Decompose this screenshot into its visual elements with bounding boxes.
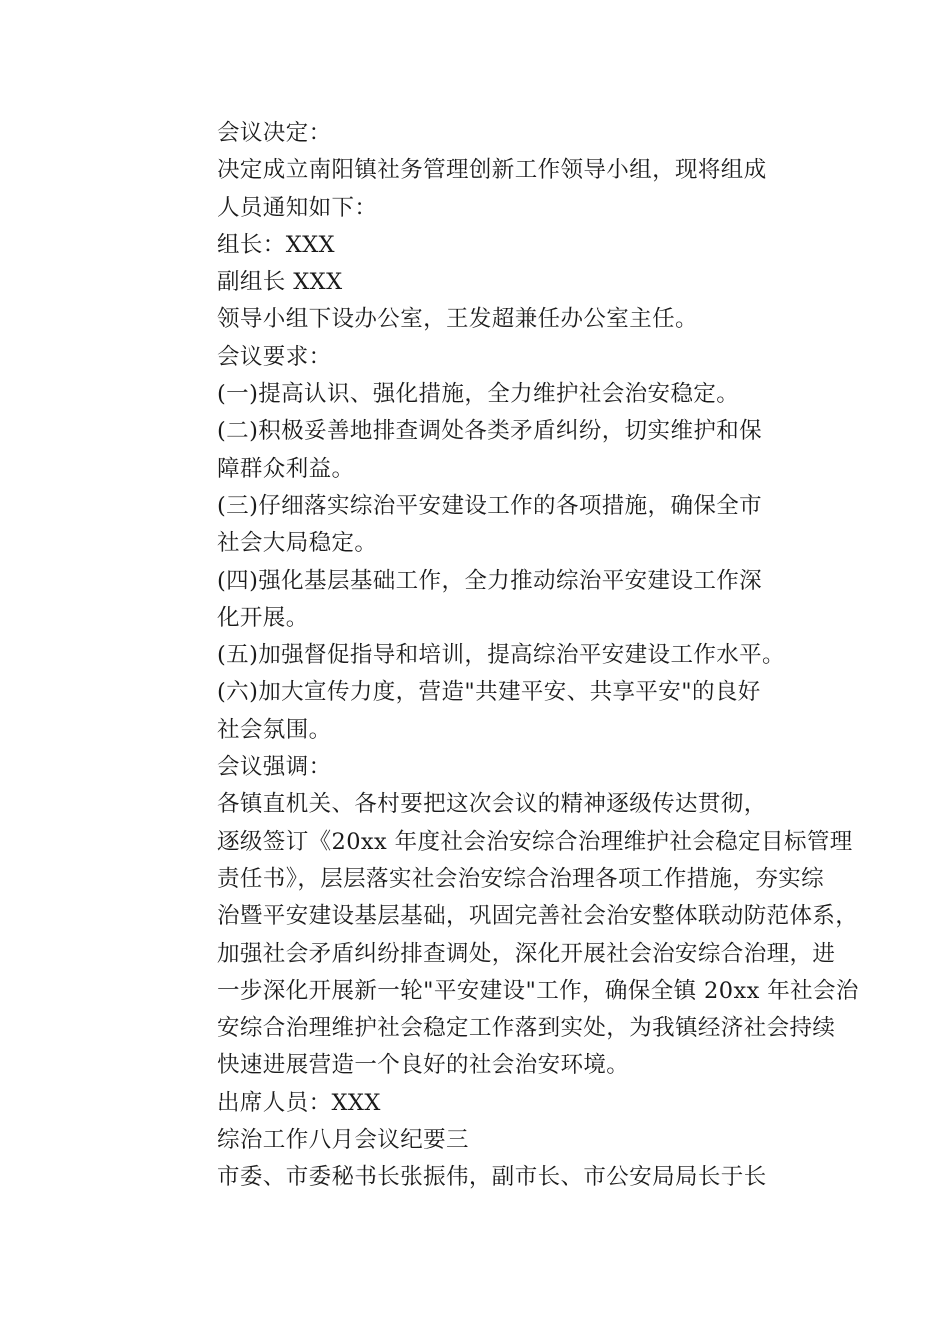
text-line: 化开展。 xyxy=(217,604,309,631)
text-line: 领导小组下设办公室，王发超兼任办公室主任。 xyxy=(217,306,698,333)
text-line: (五)加强督促指导和培训，提高综治平安建设工作水平。 xyxy=(217,642,785,669)
text-line: 快速进展营造一个良好的社会治安环境。 xyxy=(217,1052,630,1079)
text-line: 综治工作八月会议纪要三 xyxy=(217,1127,469,1154)
paragraph xyxy=(145,115,805,152)
text-line: 组长：XXX xyxy=(217,231,335,258)
text-line: 会议要求： xyxy=(217,343,332,370)
text-line: 人员通知如下： xyxy=(217,194,378,221)
text-line: 治暨平安建设基层基础，巩固完善社会治安整体联动防范体系， xyxy=(217,903,859,930)
paragraph xyxy=(145,301,805,338)
text-line: 决定成立南阳镇社务管理创新工作领导小组，现将组成 xyxy=(217,157,767,184)
text-line: 安综合治理维护社会稳定工作落到实处，为我镇经济社会持续 xyxy=(217,1015,836,1042)
text-line: 副组长 XXX xyxy=(217,269,343,296)
text-line: 社会大局稳定。 xyxy=(217,530,378,557)
paragraph xyxy=(145,786,859,1084)
paragraph xyxy=(145,376,805,413)
text-line: 一步深化开展新一轮"平安建设"工作，确保全镇 20xx 年社会治 xyxy=(217,977,859,1004)
paragraph xyxy=(145,637,805,674)
document-body xyxy=(145,115,859,1197)
text-line: 加强社会矛盾纠纷排查调处，深化开展社会治安综合治理，进 xyxy=(217,940,836,967)
paragraph xyxy=(145,749,805,786)
paragraph xyxy=(145,1122,805,1159)
text-line: (四)强化基层基础工作，全力推动综治平安建设工作深 xyxy=(217,567,763,594)
text-line: 逐级签订《20xx 年度社会治安综合治理维护社会稳定目标管理 xyxy=(217,828,853,855)
text-line: (三)仔细落实综治平安建设工作的各项措施，确保全市 xyxy=(217,492,763,519)
text-line: 会议强调： xyxy=(217,754,332,781)
text-line: 会议决定： xyxy=(217,120,332,146)
paragraph xyxy=(145,488,805,563)
text-line: (六)加大宣传力度，营造"共建平安、共享平安"的良好 xyxy=(217,679,761,706)
paragraph xyxy=(145,339,805,376)
text-line: 障群众利益。 xyxy=(217,455,355,482)
paragraph xyxy=(145,1159,805,1196)
paragraph xyxy=(145,674,805,749)
paragraph xyxy=(145,264,805,301)
paragraph xyxy=(145,563,805,638)
text-line: (一)提高认识、强化措施，全力维护社会治安稳定。 xyxy=(217,381,740,408)
text-line: 市委、市委秘书长张振伟，副市长、市公安局局长于长 xyxy=(217,1164,767,1191)
text-line: 社会氛围。 xyxy=(217,716,332,743)
text-line: 各镇直机关、各村要把这次会议的精神逐级传达贯彻， xyxy=(217,791,767,818)
text-line: 责任书》，层层落实社会治安综合治理各项工作措施，夯实综 xyxy=(217,865,825,892)
paragraph xyxy=(145,1085,805,1122)
text-line: 出席人员：XXX xyxy=(217,1089,381,1116)
paragraph xyxy=(145,413,805,488)
paragraph xyxy=(145,152,805,227)
paragraph xyxy=(145,227,805,264)
text-line: (二)积极妥善地排查调处各类矛盾纠纷，切实维护和保 xyxy=(217,418,763,445)
